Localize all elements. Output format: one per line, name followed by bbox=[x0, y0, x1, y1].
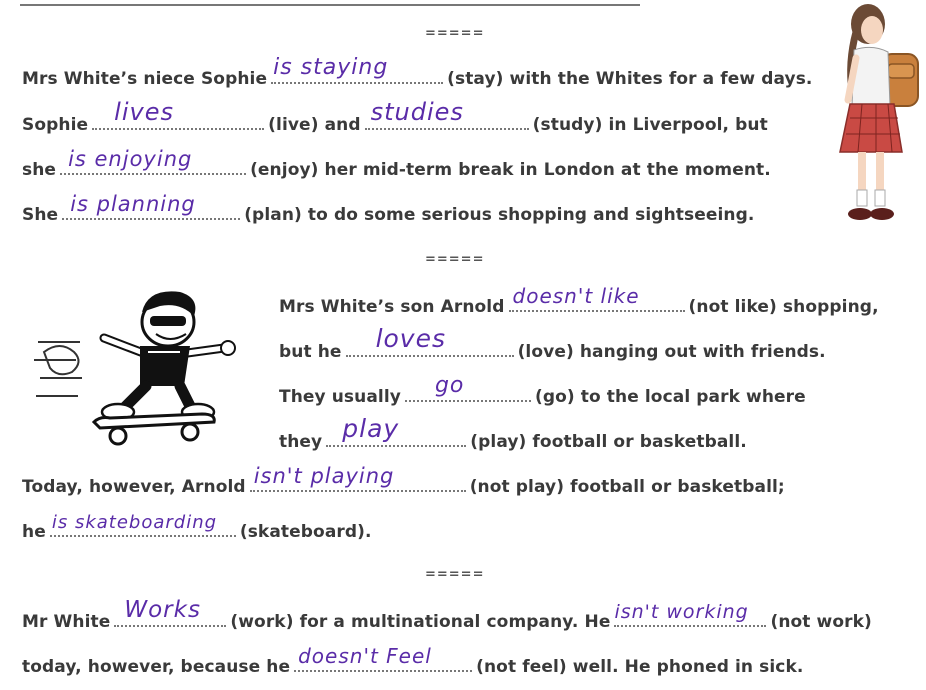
handwritten-answer: isn't playing bbox=[253, 464, 395, 488]
p2-l3-rest: (go) to the local park where bbox=[534, 387, 806, 407]
p1-line-3 bbox=[22, 147, 771, 180]
p2-l5-rest: (not play) football or basketball; bbox=[469, 477, 785, 497]
p1-line-1 bbox=[22, 55, 813, 89]
handwritten-answer: is staying bbox=[273, 55, 389, 80]
separator-3: ===== bbox=[425, 567, 485, 582]
p3-line-2 bbox=[22, 644, 804, 677]
p1-l2-mid: (live) and bbox=[268, 115, 361, 135]
girl-illustration bbox=[826, 2, 926, 234]
p3-l2-rest: (not feel) well. He phoned in sick. bbox=[476, 657, 804, 677]
handwritten-answer: is enjoying bbox=[68, 147, 193, 171]
answer-blank[interactable] bbox=[326, 414, 466, 447]
handwritten-answer: lives bbox=[114, 98, 174, 126]
answer-blank[interactable] bbox=[62, 192, 240, 220]
separator-1: ===== bbox=[425, 26, 485, 41]
answer-blank[interactable] bbox=[365, 98, 529, 130]
separator-2: ===== bbox=[425, 252, 485, 267]
p2-l1-rest: (not like) shopping, bbox=[688, 297, 879, 317]
p1-line-4 bbox=[22, 192, 755, 225]
p1-l3-text: she bbox=[22, 160, 57, 180]
answer-blank[interactable] bbox=[405, 373, 531, 402]
p3-l1-text: Mr White bbox=[22, 612, 111, 632]
p3-l1-rest: (not work) bbox=[770, 612, 872, 632]
p2-l4-text: they bbox=[279, 432, 323, 452]
p2-line-5 bbox=[22, 464, 785, 497]
p1-l1-rest: (stay) with the Whites for a few days. bbox=[447, 69, 813, 89]
p3-l2-text: today, however, because he bbox=[22, 657, 291, 677]
handwritten-answer: is skateboarding bbox=[51, 512, 218, 533]
handwritten-answer: loves bbox=[375, 324, 447, 353]
cropped-top-line bbox=[0, 0, 660, 6]
p2-l2-text: but he bbox=[279, 342, 342, 362]
p2-line-4 bbox=[279, 414, 747, 452]
answer-blank[interactable] bbox=[114, 597, 226, 627]
handwritten-answer: doesn't like bbox=[512, 284, 640, 308]
p1-l1-text: Mrs White’s niece Sophie bbox=[22, 69, 268, 89]
answer-blank[interactable] bbox=[509, 284, 685, 312]
p2-l3-text: They usually bbox=[279, 387, 401, 407]
answer-blank[interactable] bbox=[50, 512, 236, 537]
p2-l4-rest: (play) football or basketball. bbox=[470, 432, 747, 452]
p2-l1-text: Mrs White’s son Arnold bbox=[279, 297, 505, 317]
p2-line-1 bbox=[279, 284, 879, 317]
p2-line-6 bbox=[22, 512, 372, 542]
handwritten-answer: Works bbox=[124, 597, 201, 623]
p1-l2-rest: (study) in Liverpool, but bbox=[532, 115, 768, 135]
p2-l6-text: he bbox=[22, 522, 46, 542]
answer-blank[interactable] bbox=[92, 98, 264, 130]
handwritten-answer: is planning bbox=[70, 192, 196, 216]
handwritten-answer: go bbox=[434, 373, 465, 398]
answer-blank[interactable] bbox=[250, 464, 466, 492]
answer-blank[interactable] bbox=[294, 644, 472, 672]
answer-blank[interactable] bbox=[346, 324, 514, 357]
p1-line-2 bbox=[22, 98, 768, 135]
handwritten-answer: doesn't Feel bbox=[298, 644, 432, 668]
answer-blank[interactable] bbox=[614, 601, 766, 627]
answer-blank[interactable] bbox=[271, 55, 443, 84]
handwritten-answer: play bbox=[342, 414, 400, 443]
p3-line-1 bbox=[22, 597, 872, 632]
p1-l4-rest: (plan) to do some serious shopping and sightseeing. bbox=[244, 205, 755, 225]
p2-l5-text: Today, however, Arnold bbox=[22, 477, 246, 497]
p1-l3-rest: (enjoy) her mid-term break in London at the moment. bbox=[250, 160, 771, 180]
p2-l2-rest: (love) hanging out with friends. bbox=[517, 342, 826, 362]
p2-l6-rest: (skateboard). bbox=[239, 522, 372, 542]
handwritten-answer: isn't working bbox=[614, 601, 749, 623]
p1-l2-text: Sophie bbox=[22, 115, 89, 135]
skateboarder-illustration bbox=[30, 282, 240, 450]
p1-l4-text: She bbox=[22, 205, 59, 225]
answer-blank[interactable] bbox=[60, 147, 246, 175]
p3-l1-mid: (work) for a multinational company. He bbox=[230, 612, 611, 632]
handwritten-answer: studies bbox=[370, 98, 464, 126]
p2-line-2 bbox=[279, 324, 826, 362]
p2-line-3 bbox=[279, 373, 806, 407]
